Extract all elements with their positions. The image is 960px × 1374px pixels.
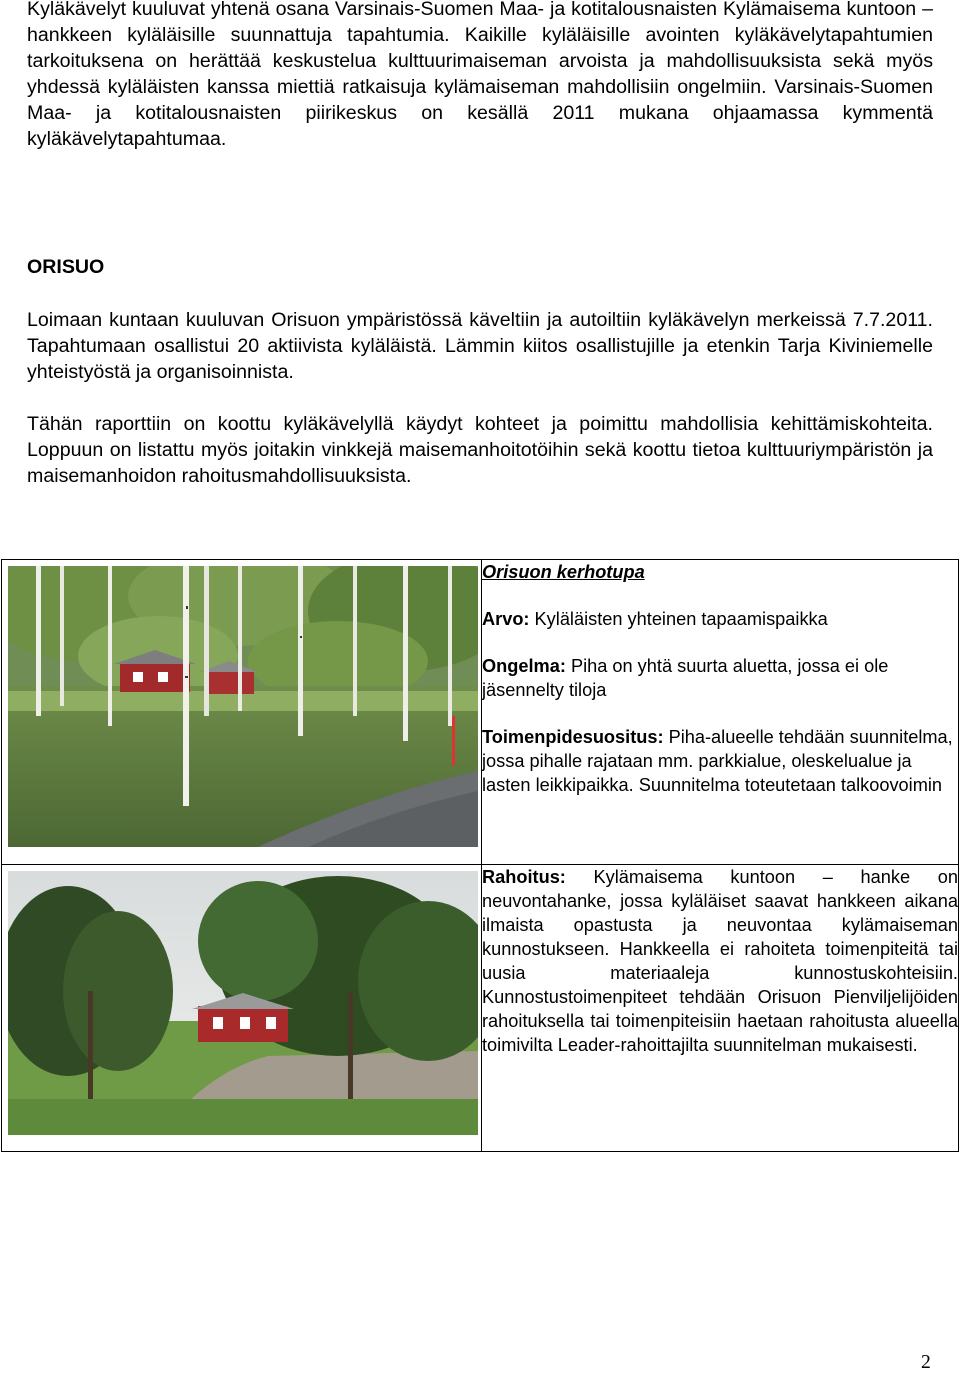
section-heading: ORISUO <box>27 256 105 278</box>
page-number: 2 <box>921 1352 931 1373</box>
site-row-1 <box>2 560 959 865</box>
rahoitus-label: Rahoitus: <box>482 867 566 887</box>
site-row-2 <box>2 865 959 1152</box>
toimenpide-text: Piha-alueelle tehdään suunnitelma, jossa pihalle rajataan mm. parkkialue, oleskelualue ja lasten leikkipaikka. Suunnitelma toteutetaan talkoovoimin <box>482 727 953 795</box>
ongelma-text: Piha on yhtä suurta aluetta, jossa ei ole jäsennelty tiloja <box>482 656 889 700</box>
photo-birch-grove <box>8 566 478 847</box>
arvo-line <box>482 607 958 631</box>
ongelma-line <box>482 654 958 702</box>
photo-clubhouse-yard <box>8 871 478 1135</box>
arvo-label: Arvo: <box>482 609 530 629</box>
rahoitus-text: Kylämaisema kuntoon – hanke on neuvontahanke, jossa kyläläiset saavat hankkeen aikana ilmaista opastusta ja neuvontaa kylämaiseman kunnostukseen. Hankkeella ei rahoiteta toimenpiteitä tai uusia materiaaleja kunnostuskohteisiin. Kunnostustoimenpiteet tehdään Orisuon Pienviljelijöiden rahoituksella tai toimenpiteisiin haetaan rahoitusta alueella toimivilta Leader-rahoittajilta suunnitelman mukaisesti. <box>482 867 958 1055</box>
photo-cell-2 <box>2 865 482 1152</box>
intro-paragraph: Kyläkävelyt kuuluvat yhtenä osana Varsinais-Suomen Maa- ja kotitalousnaisten Kylämaisema kuntoon – hankkeen kyläläisille suunnattuja tapahtumia. Kaikille kyläläisille avointen kyläkävelytapahtumien tarkoituksena on herättää keskustelua kulttuurimaiseman arvoista ja mahdollisuuksista sekä myös yhdessä kyläläisten kanssa miettiä ratkaisuja kylämaiseman mahdollisiin ongelmiin. Varsinais-Suomen Maa- ja kotitalousnaisten piirikeskus on kesällä 2011 mukana ohjaamassa kymmentä kyläkävelytapahtumaa. <box>27 0 933 150</box>
site-table <box>1 559 959 1152</box>
section-paragraph-1: Loimaan kuntaan kuuluvan Orisuon ympäristössä käveltiin ja autoiltiin kyläkävelyn merkeissä 7.7.2011. Tapahtumaan osallistui 20 aktiivista kyläläistä. Lämmin kiitos osallistujille ja etenkin Tarja Kiviniemelle yhteistyöstä ja organisoinnista. <box>27 309 933 383</box>
ongelma-label: Ongelma: <box>482 656 566 676</box>
section-paragraph-2: Tähän raporttiin on koottu kyläkävelyllä käydyt kohteet ja poimittu mahdollisia kehittämiskohteita. Loppuun on listattu myös joitakin vinkkejä maisemanhoitotöihin sekä koottu tietoa kulttuuriympäristön ja maisemanhoidon rahoitusmahdollisuuksista. <box>27 413 933 487</box>
rahoitus-cell <box>482 865 959 1152</box>
arvo-text: Kyläläisten yhteinen tapaamispaikka <box>529 609 828 629</box>
toimenpide-line <box>482 725 958 797</box>
photo-cell-1 <box>2 560 482 865</box>
site-info-cell <box>482 560 959 865</box>
site-title <box>482 560 958 584</box>
toimenpide-label: Toimenpidesuositus: <box>482 727 664 747</box>
rahoitus-line <box>482 865 958 1057</box>
site-title-text: Orisuon kerhotupa <box>482 562 645 582</box>
